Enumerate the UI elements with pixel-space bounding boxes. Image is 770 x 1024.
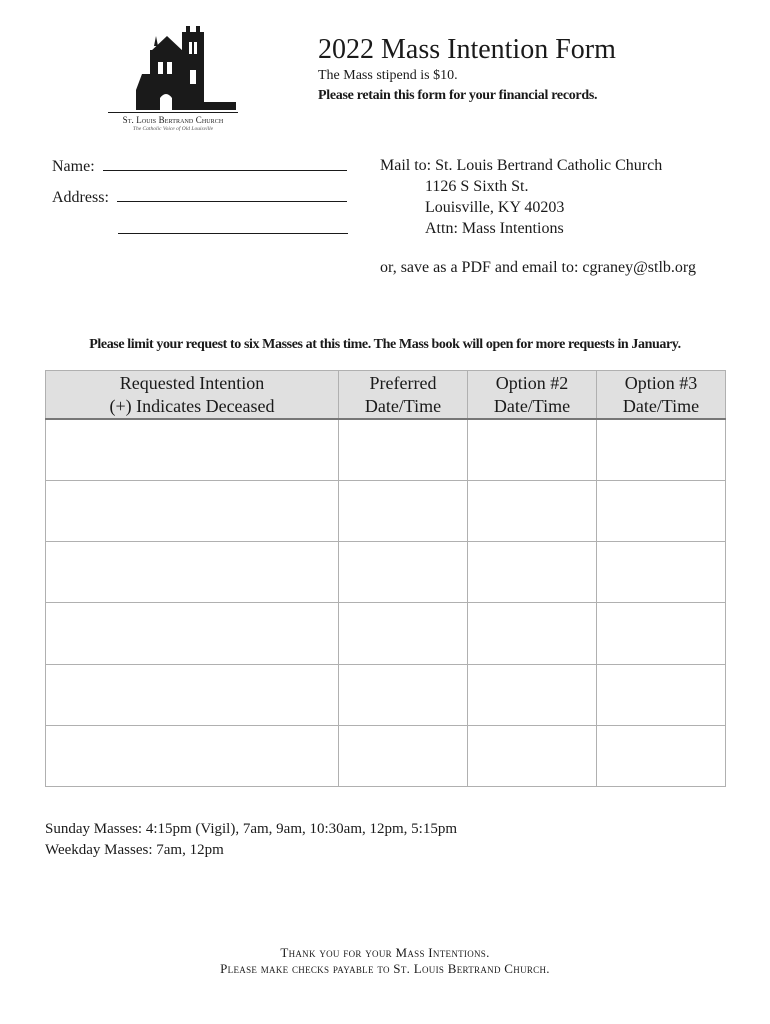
preferred-cell[interactable] — [339, 481, 468, 542]
option-2-cell[interactable] — [468, 542, 597, 603]
intention-table — [45, 370, 726, 787]
form-title: 2022 Mass Intention Form — [318, 34, 616, 65]
preferred-cell[interactable] — [339, 725, 468, 786]
table-row — [46, 664, 726, 725]
option-3-cell[interactable] — [597, 725, 726, 786]
option-2-cell[interactable] — [468, 419, 597, 481]
intention-cell[interactable] — [46, 603, 339, 664]
mail-attn: Attn: Mass Intentions — [425, 220, 564, 237]
table-row — [46, 419, 726, 481]
preferred-cell[interactable] — [339, 542, 468, 603]
logo-church-name: St. Louis Bertrand Church — [122, 115, 224, 125]
preferred-cell[interactable] — [339, 603, 468, 664]
name-label: Name: — [52, 158, 95, 175]
intention-cell[interactable] — [46, 664, 339, 725]
intention-cell[interactable] — [46, 542, 339, 603]
intention-cell[interactable] — [46, 419, 339, 481]
table-row — [46, 542, 726, 603]
mail-city: Louisville, KY 40203 — [425, 199, 565, 216]
table-row — [46, 481, 726, 542]
intention-cell[interactable] — [46, 481, 339, 542]
header-option-2 — [468, 371, 597, 420]
header-preferred — [339, 371, 468, 420]
footer-thanks: Thank you for your Mass Intentions. — [280, 945, 490, 960]
address-field-line-2[interactable] — [118, 219, 348, 234]
limit-notice: Please limit your request to six Masses at this time. The Mass book will open for more requests in January. — [89, 337, 681, 352]
header-line-1: Requested Intention — [119, 372, 265, 393]
option-3-cell[interactable] — [597, 481, 726, 542]
mail-to-line: Mail to: St. Louis Bertrand Catholic Church — [380, 157, 663, 174]
option-2-cell[interactable] — [468, 481, 597, 542]
header-line-2: Date/Time — [364, 395, 442, 416]
name-field[interactable] — [103, 156, 347, 171]
logo-rule — [108, 112, 238, 113]
footer-checks: Please make checks payable to St. Louis Bertrand Church. — [220, 961, 550, 976]
option-3-cell[interactable] — [597, 419, 726, 481]
header-line-1: Preferred — [369, 372, 437, 393]
table-row — [46, 725, 726, 786]
option-3-cell[interactable] — [597, 542, 726, 603]
preferred-cell[interactable] — [339, 664, 468, 725]
church-silhouette-icon — [106, 26, 240, 112]
address-field-row — [52, 187, 347, 207]
address-label: Address: — [52, 189, 109, 206]
table-row — [46, 603, 726, 664]
mass-schedule — [45, 819, 457, 861]
mail-street: 1126 S Sixth St. — [425, 178, 529, 195]
header-line-1: Option #3 — [624, 372, 698, 393]
logo-tagline: The Catholic Voice of Old Louisville — [132, 126, 214, 132]
header-option-3 — [597, 371, 726, 420]
email-instruction: or, save as a PDF and email to: cgraney@stlb.org — [380, 259, 696, 276]
header-line-2: Date/Time — [493, 395, 571, 416]
option-2-cell[interactable] — [468, 603, 597, 664]
stipend-note: The Mass stipend is $10. — [318, 68, 458, 83]
header-line-2: (+) Indicates Deceased — [109, 395, 275, 416]
preferred-cell[interactable] — [339, 419, 468, 481]
address-field-line-1[interactable] — [117, 187, 347, 202]
sunday-masses: Sunday Masses: 4:15pm (Vigil), 7am, 9am, 10:30am, 12pm, 5:15pm — [45, 821, 457, 837]
option-2-cell[interactable] — [468, 725, 597, 786]
header-line-1: Option #2 — [495, 372, 569, 393]
option-2-cell[interactable] — [468, 664, 597, 725]
name-field-row — [52, 156, 347, 176]
retain-note: Please retain this form for your financial records. — [318, 88, 598, 103]
footer — [0, 945, 770, 977]
church-logo — [106, 26, 240, 138]
weekday-masses: Weekday Masses: 7am, 12pm — [45, 842, 224, 858]
option-3-cell[interactable] — [597, 603, 726, 664]
header-line-2: Date/Time — [622, 395, 700, 416]
table-header-row — [46, 371, 726, 420]
header-requested-intention — [46, 371, 339, 420]
intention-cell[interactable] — [46, 725, 339, 786]
option-3-cell[interactable] — [597, 664, 726, 725]
